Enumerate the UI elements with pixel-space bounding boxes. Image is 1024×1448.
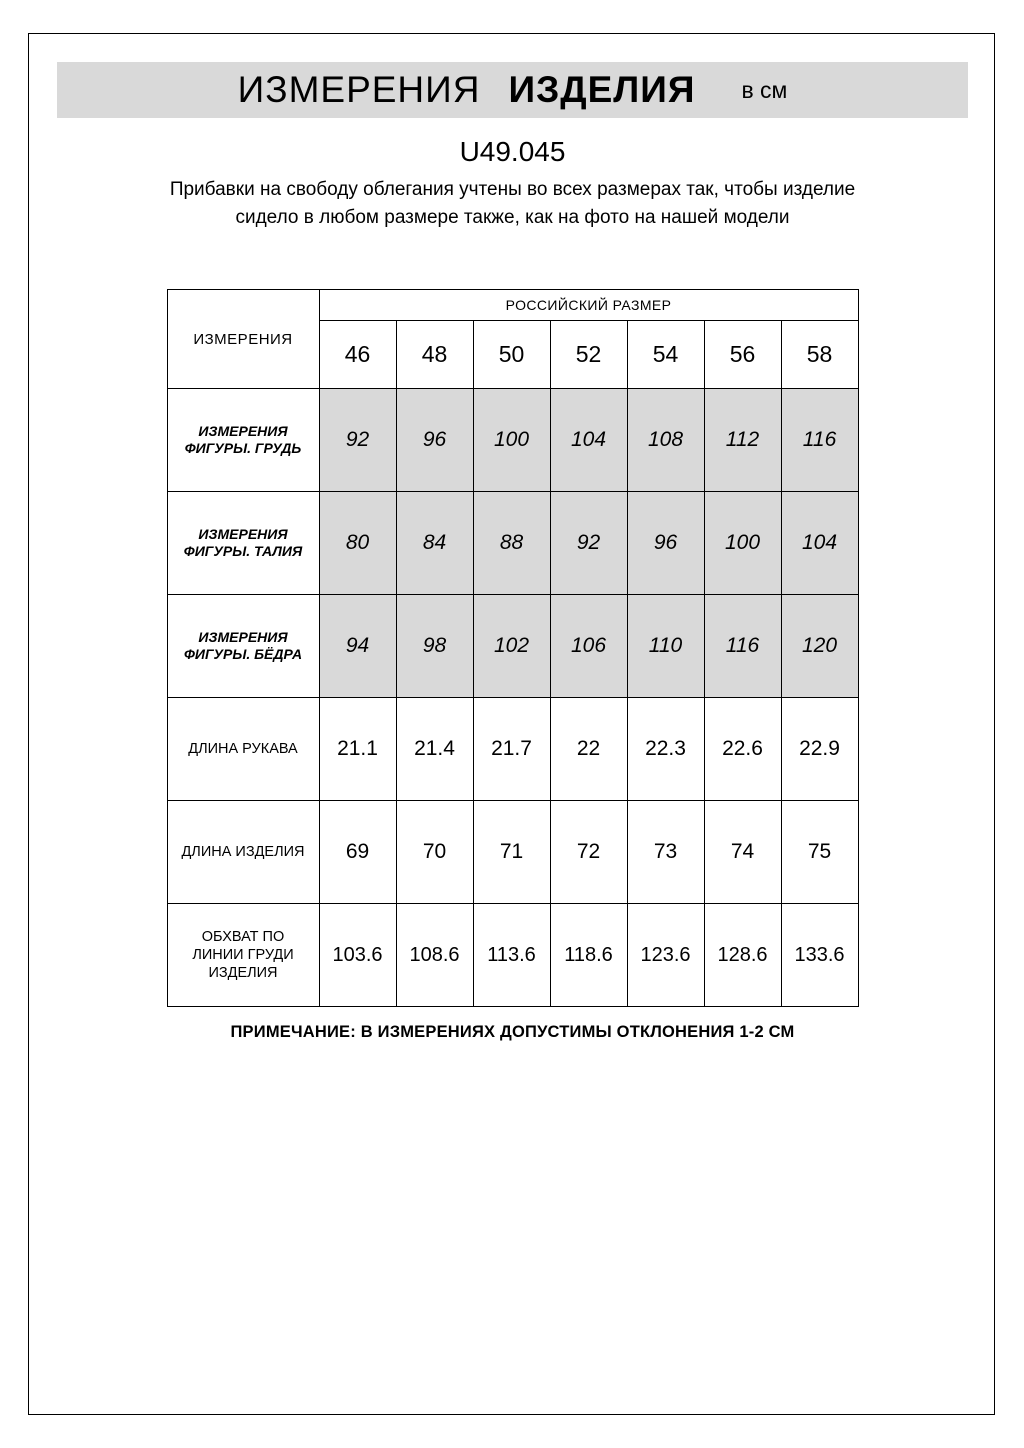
table-row xyxy=(167,492,858,595)
row-label: ОБХВАТ ПО ЛИНИИ ГРУДИ ИЗДЕЛИЯ xyxy=(167,904,319,1007)
table-cell: 22.9 xyxy=(781,698,858,801)
table-cell: 118.6 xyxy=(550,904,627,1007)
table-cell: 75 xyxy=(781,801,858,904)
table-cell: 80 xyxy=(319,492,396,595)
table-cell: 74 xyxy=(704,801,781,904)
table-cell: 103.6 xyxy=(319,904,396,1007)
row-label: ИЗМЕРЕНИЯ ФИГУРЫ. ГРУДЬ xyxy=(167,389,319,492)
table-cell: 21.1 xyxy=(319,698,396,801)
size-header-cell: 56 xyxy=(704,321,781,389)
table-cell: 88 xyxy=(473,492,550,595)
document-title-band xyxy=(57,62,968,118)
page-border xyxy=(28,33,995,1415)
table-cell: 106 xyxy=(550,595,627,698)
table-cell: 92 xyxy=(319,389,396,492)
size-header-cell: 50 xyxy=(473,321,550,389)
size-header-cell: 52 xyxy=(550,321,627,389)
table-note: ПРИМЕЧАНИЕ: В ИЗМЕРЕНИЯХ ДОПУСТИМЫ ОТКЛОНЕНИЯ 1-2 СМ xyxy=(230,1023,795,1042)
table-cell: 73 xyxy=(627,801,704,904)
size-header-cell: 46 xyxy=(319,321,396,389)
measurement-unit-label: в см xyxy=(741,76,788,103)
table-cell: 72 xyxy=(550,801,627,904)
page-title: ИЗМЕРЕНИЯ xyxy=(237,69,481,110)
table-cell: 116 xyxy=(781,389,858,492)
table-cell: 96 xyxy=(396,389,473,492)
table-cell: 98 xyxy=(396,595,473,698)
table-row xyxy=(167,904,858,1007)
size-table xyxy=(167,289,859,1007)
table-cell: 96 xyxy=(627,492,704,595)
table-cell: 108 xyxy=(627,389,704,492)
table-cell: 110 xyxy=(627,595,704,698)
size-header-cell: 48 xyxy=(396,321,473,389)
size-table-wrapper xyxy=(167,289,859,1042)
size-header-cell: 58 xyxy=(781,321,858,389)
table-corner-label: ИЗМЕРЕНИЯ xyxy=(167,290,319,389)
table-row xyxy=(167,595,858,698)
page-title-emphasis: ИЗДЕЛИЯ xyxy=(508,69,696,110)
row-label: ДЛИНА ИЗДЕЛИЯ xyxy=(167,801,319,904)
table-cell: 113.6 xyxy=(473,904,550,1007)
table-cell: 112 xyxy=(704,389,781,492)
table-cell: 22.6 xyxy=(704,698,781,801)
table-cell: 128.6 xyxy=(704,904,781,1007)
table-cell: 21.7 xyxy=(473,698,550,801)
table-cell: 100 xyxy=(473,389,550,492)
table-cell: 21.4 xyxy=(396,698,473,801)
table-cell: 120 xyxy=(781,595,858,698)
table-cell: 123.6 xyxy=(627,904,704,1007)
table-row xyxy=(167,801,858,904)
table-cell: 133.6 xyxy=(781,904,858,1007)
document-content xyxy=(29,34,996,1042)
size-header-cell: 54 xyxy=(627,321,704,389)
article-code: U49.045 xyxy=(459,136,566,167)
row-label: ДЛИНА РУКАВА xyxy=(167,698,319,801)
table-cell: 92 xyxy=(550,492,627,595)
table-cell: 104 xyxy=(550,389,627,492)
table-row xyxy=(167,389,858,492)
table-cell: 71 xyxy=(473,801,550,904)
table-group-header: РОССИЙСКИЙ РАЗМЕР xyxy=(319,290,858,321)
table-cell: 70 xyxy=(396,801,473,904)
table-cell: 94 xyxy=(319,595,396,698)
table-cell: 84 xyxy=(396,492,473,595)
table-cell: 100 xyxy=(704,492,781,595)
table-cell: 108.6 xyxy=(396,904,473,1007)
row-label: ИЗМЕРЕНИЯ ФИГУРЫ. ТАЛИЯ xyxy=(167,492,319,595)
table-cell: 22.3 xyxy=(627,698,704,801)
table-row xyxy=(167,698,858,801)
table-cell: 102 xyxy=(473,595,550,698)
table-cell: 69 xyxy=(319,801,396,904)
lead-description: Прибавки на свободу облегания учтены во всех размерах так, чтобы изделие сидело в любом размере также, как на фото на нашей модели xyxy=(169,179,856,228)
table-cell: 22 xyxy=(550,698,627,801)
table-header-group-row xyxy=(167,290,858,321)
table-cell: 116 xyxy=(704,595,781,698)
table-cell: 104 xyxy=(781,492,858,595)
row-label: ИЗМЕРЕНИЯ ФИГУРЫ. БЁДРА xyxy=(167,595,319,698)
